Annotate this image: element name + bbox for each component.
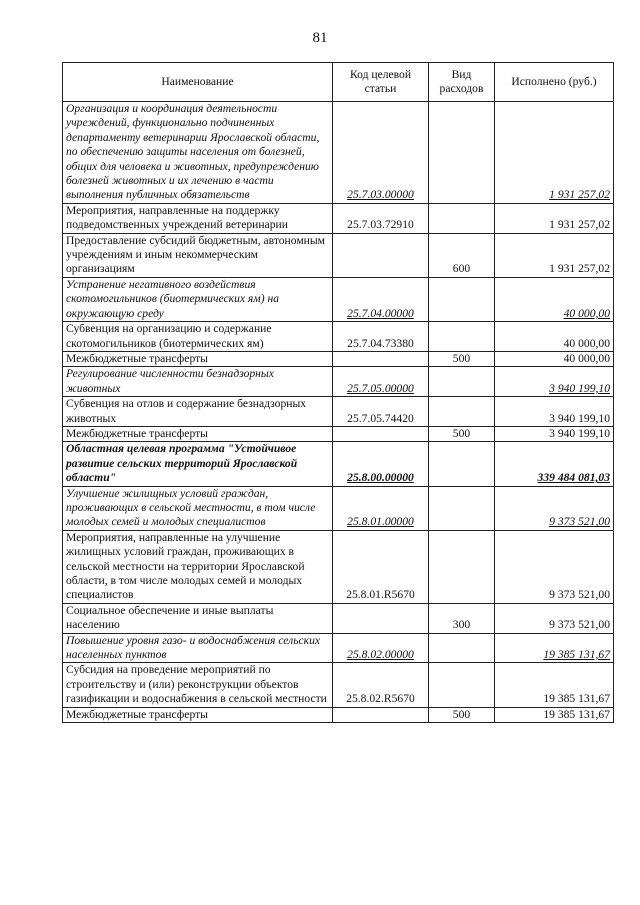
header-code: Код целевой статьи: [333, 63, 429, 102]
row-code: 25.7.05.74420: [333, 397, 429, 427]
row-type: [429, 442, 495, 486]
row-name: Улучшение жилищных условий граждан, проживающих в сельской местности, в том числе молодых семей и молодых специалистов: [63, 486, 333, 530]
row-code: 25.8.01.R5670: [333, 530, 429, 603]
row-amount: 1 931 257,02: [495, 102, 614, 204]
table-row: [63, 603, 614, 633]
row-amount: 3 940 199,10: [495, 367, 614, 397]
row-amount: 1 931 257,02: [495, 233, 614, 277]
row-name: Межбюджетные трансферты: [63, 426, 333, 441]
row-type: [429, 397, 495, 427]
row-code: 25.7.04.00000: [333, 277, 429, 321]
row-name: Мероприятия, направленные на поддержку подведомственных учреждений ветеринарии: [63, 203, 333, 233]
row-type: 500: [429, 351, 495, 366]
row-code: [333, 426, 429, 441]
row-amount: 339 484 081,03: [495, 442, 614, 486]
table-row: [63, 426, 614, 441]
row-type: [429, 367, 495, 397]
table-row: [63, 277, 614, 321]
table-row: [63, 663, 614, 707]
table-row: [63, 203, 614, 233]
row-name: Субсидия на проведение мероприятий по строительству и (или) реконструкции объектов газификации и водоснабжения в сельской местности: [63, 663, 333, 707]
table-row: [63, 367, 614, 397]
row-code: 25.8.00.00000: [333, 442, 429, 486]
row-type: 500: [429, 426, 495, 441]
table-row: [63, 530, 614, 603]
row-amount: 19 385 131,67: [495, 633, 614, 663]
table-row: [63, 233, 614, 277]
budget-execution-table: [62, 62, 614, 723]
table-row: [63, 397, 614, 427]
row-code: 25.7.03.72910: [333, 203, 429, 233]
page-number: 81: [312, 30, 328, 46]
row-amount: 9 373 521,00: [495, 530, 614, 603]
row-name: Областная целевая программа "Устойчивое развитие сельских территорий Ярославской области": [63, 442, 333, 486]
row-code: 25.8.02.R5670: [333, 663, 429, 707]
row-name: Предоставление субсидий бюджетным, автономным учреждениям и иным некоммерческим организациям: [63, 233, 333, 277]
row-amount: 19 385 131,67: [495, 663, 614, 707]
row-code: [333, 603, 429, 633]
row-name: Повышение уровня газо- и водоснабжения сельских населенных пунктов: [63, 633, 333, 663]
row-type: 500: [429, 707, 495, 722]
row-code: [333, 707, 429, 722]
row-type: [429, 203, 495, 233]
table-row: [63, 322, 614, 352]
row-name: Организация и координация деятельности учреждений, функционально подчиненных департаменту ветеринарии Ярославской области, по обеспечению защиты населения от болезней, общих для человека и животных, предупреждению болезней животных и их лечению в части выполнения публичных обязательств: [63, 102, 333, 204]
table-row: [63, 102, 614, 204]
row-name: Устранение негативного воздействия скотомогильников (биотермических ям) на окружающую среду: [63, 277, 333, 321]
row-amount: 40 000,00: [495, 277, 614, 321]
row-code: 25.7.03.00000: [333, 102, 429, 204]
row-name: Межбюджетные трансферты: [63, 707, 333, 722]
row-amount: 40 000,00: [495, 351, 614, 366]
row-name: Регулирование численности безнадзорных животных: [63, 367, 333, 397]
row-name: Межбюджетные трансферты: [63, 351, 333, 366]
table-row: [63, 707, 614, 722]
table-header-row: [63, 63, 614, 102]
row-type: [429, 633, 495, 663]
table-row: [63, 442, 614, 486]
row-amount: 3 940 199,10: [495, 397, 614, 427]
row-type: [429, 277, 495, 321]
row-type: [429, 663, 495, 707]
header-name: Наименование: [63, 63, 333, 102]
table-row: [63, 486, 614, 530]
header-amount: Исполнено (руб.): [495, 63, 614, 102]
table-row: [63, 351, 614, 366]
row-code: 25.7.04.73380: [333, 322, 429, 352]
row-code: 25.8.02.00000: [333, 633, 429, 663]
row-amount: 19 385 131,67: [495, 707, 614, 722]
row-type: [429, 322, 495, 352]
row-code: [333, 233, 429, 277]
row-amount: 9 373 521,00: [495, 603, 614, 633]
row-type: 300: [429, 603, 495, 633]
row-name: Мероприятия, направленные на улучшение жилищных условий граждан, проживающих в сельской местности на территории Ярославской области, в том числе молодых семей и молодых специалистов: [63, 530, 333, 603]
row-name: Субвенция на отлов и содержание безнадзорных животных: [63, 397, 333, 427]
row-amount: 1 931 257,02: [495, 203, 614, 233]
row-type: 600: [429, 233, 495, 277]
row-type: [429, 530, 495, 603]
row-name: Субвенция на организацию и содержание скотомогильников (биотермических ям): [63, 322, 333, 352]
row-type: [429, 486, 495, 530]
row-name: Социальное обеспечение и иные выплаты населению: [63, 603, 333, 633]
row-type: [429, 102, 495, 204]
row-amount: 40 000,00: [495, 322, 614, 352]
row-code: 25.8.01.00000: [333, 486, 429, 530]
row-code: 25.7.05.00000: [333, 367, 429, 397]
header-type: Вид расходов: [429, 63, 495, 102]
row-amount: 3 940 199,10: [495, 426, 614, 441]
row-amount: 9 373 521,00: [495, 486, 614, 530]
row-code: [333, 351, 429, 366]
table-row: [63, 633, 614, 663]
